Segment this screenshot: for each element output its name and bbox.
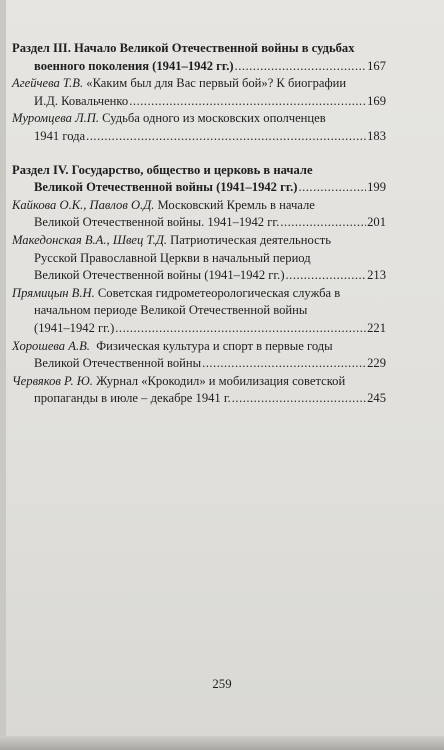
toc-section-3	[12, 40, 386, 146]
entry-author: Агейчева Т.В.	[12, 76, 84, 91]
entry-last-line	[12, 390, 386, 408]
leader-dots	[235, 58, 367, 76]
toc-section-4	[12, 162, 386, 408]
entry-title-cont: (1941–1942 гг.)	[34, 320, 115, 335]
section-heading-line-2	[12, 58, 386, 76]
entry-title: Судьба одного из московских ополченцев	[99, 111, 326, 126]
entry-title: Московский Кремль в начале	[154, 197, 315, 212]
entry-last-line	[12, 320, 386, 338]
entry-page-number: 183	[367, 128, 386, 143]
entry-author: Прямицын В.Н.	[12, 285, 95, 300]
entry-page-number: 169	[367, 93, 386, 108]
leader-dots	[86, 128, 366, 146]
section-heading-line-2	[12, 179, 386, 197]
entry-line-1	[12, 197, 386, 215]
toc-entry	[12, 373, 386, 408]
toc-entry	[12, 110, 386, 145]
leader-dots	[286, 267, 367, 285]
leader-dots	[280, 214, 366, 232]
entry-author: Червяков Р. Ю.	[12, 373, 93, 388]
toc-entry	[12, 75, 386, 110]
entry-line-1	[12, 338, 386, 356]
entry-title: Журнал «Крокодил» и мобилизация советской	[92, 373, 346, 388]
entry-title-cont: Великой Отечественной войны (1941–1942 гг.)	[34, 268, 285, 283]
entry-page-number: 201	[367, 215, 386, 230]
entry-last-line	[12, 214, 386, 232]
entry-line-1	[12, 110, 386, 128]
entry-line-1	[12, 75, 386, 93]
section-page-number: 199	[367, 180, 386, 195]
page-bottom-edge	[0, 736, 444, 750]
entry-line-1	[12, 373, 386, 391]
table-of-contents	[12, 40, 386, 424]
leader-dots	[202, 355, 366, 373]
entry-title: Патриотическая деятельность	[166, 232, 331, 247]
leader-dots	[298, 179, 366, 197]
entry-title-cont: И.Д. Ковальченко	[34, 93, 129, 108]
section-heading-text: Великой Отечественной войны (1941–1942 гг.)	[34, 180, 298, 195]
toc-entry	[12, 285, 386, 338]
section-page-number: 167	[367, 58, 386, 73]
entry-title-cont: Великой Отечественной войны. 1941–1942 гг.	[34, 215, 280, 230]
entry-title: «Каким был для Вас первый бой»? К биографии	[83, 76, 347, 91]
section-heading	[12, 40, 386, 75]
entry-title-cont: пропаганды в июле – декабре 1941 г.	[34, 391, 231, 406]
entry-title-cont: 1941 года	[34, 128, 86, 143]
entry-last-line	[12, 128, 386, 146]
entry-author: Кайкова О.К., Павлов О.Д.	[12, 197, 155, 212]
entry-author: Македонская В.А., Швец Т.Д.	[12, 232, 167, 247]
entry-title-cont: Великой Отечественной войны	[34, 356, 202, 371]
entry-author: Хорошева А.В.	[12, 338, 90, 353]
entry-page-number: 213	[367, 268, 386, 283]
section-heading-text: военного поколения (1941–1942 гг.)	[34, 58, 234, 73]
section-heading-line-1: Раздел III. Начало Великой Отечественной войны в судьбах	[12, 41, 355, 55]
toc-entry	[12, 232, 386, 285]
entry-author: Муромцева Л.П.	[12, 111, 100, 126]
entry-last-line	[12, 93, 386, 111]
entry-line-2: Русской Православной Церкви в начальный период	[34, 250, 311, 265]
entry-page-number: 229	[367, 356, 386, 371]
entry-line-1	[12, 285, 386, 303]
page-left-edge	[0, 0, 6, 750]
entry-line-1	[12, 232, 386, 250]
entry-line-2: начальном периоде Великой Отечественной войны	[34, 303, 308, 318]
entry-title: Физическая культура и спорт в первые годы	[89, 338, 333, 353]
entry-last-line	[12, 267, 386, 285]
toc-entry	[12, 197, 386, 232]
page-number: 259	[212, 677, 232, 691]
entry-last-line	[12, 355, 386, 373]
leader-dots	[115, 320, 366, 338]
leader-dots	[129, 93, 366, 111]
section-heading-line-1: Раздел IV. Государство, общество и церковь в начале	[12, 162, 313, 177]
leader-dots	[232, 390, 366, 408]
section-heading	[12, 162, 386, 197]
toc-entry	[12, 338, 386, 373]
entry-page-number: 245	[367, 391, 386, 406]
entry-title: Советская гидрометеорологическая служба в	[94, 285, 341, 300]
entry-page-number: 221	[367, 320, 386, 335]
